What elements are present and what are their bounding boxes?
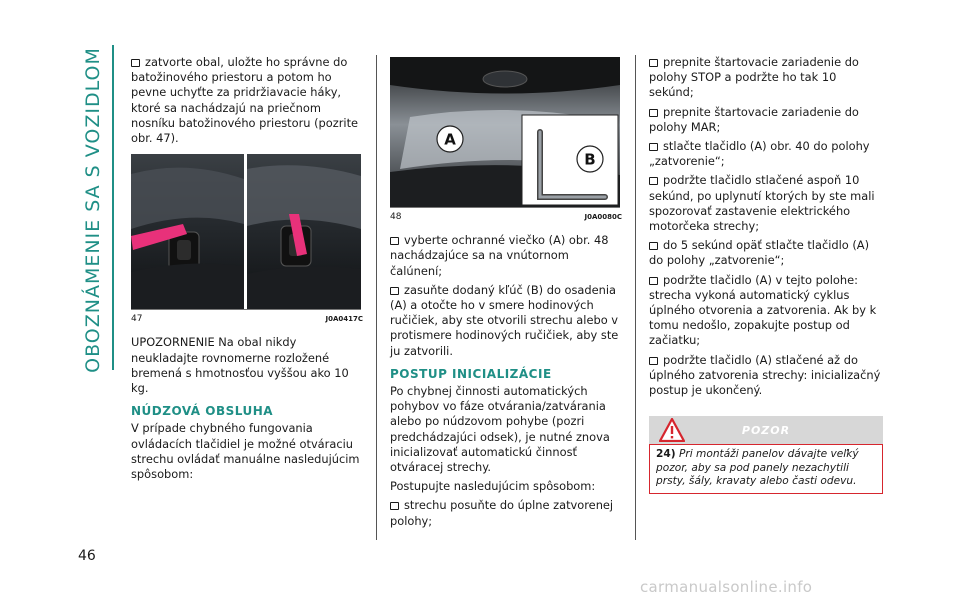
warning-header (649, 416, 883, 444)
checkbox-bullet-icon (649, 357, 658, 365)
warning-number: 24) (656, 448, 676, 461)
figure-caption (390, 210, 622, 225)
bullet-item: zatvorte obal, uložte ho správne do batožinového priestoru a potom ho pevne uchyťte za pridržiavacie háky, ktoré sa nachádzajú na priečnom nosníku batožinového priestoru (pozrite obr. 47). (131, 55, 359, 146)
figure-code: J0A0080C (584, 213, 622, 221)
section-title-text: OBOZNÁMENIE SA S VOZIDLOM (82, 47, 104, 373)
section-title-bar (112, 45, 114, 370)
column-divider (376, 55, 377, 540)
paragraph: Postupujte nasledujúcim spôsobom: (390, 479, 596, 494)
checkbox-bullet-icon (649, 242, 658, 250)
checkbox-bullet-icon (390, 237, 399, 245)
checkbox-bullet-icon (649, 177, 658, 185)
note-paragraph: UPOZORNENIE Na obal nikdy neukladajte rovnomerne rozložené bremená s hmotnosťou vyššou ako 10 kg. (131, 335, 349, 396)
figure-code: J0A0417C (325, 315, 363, 324)
bullet-item: vyberte ochranné viečko (A) obr. 48 nachádzajúce sa na vnútornom čalúnení; (390, 233, 609, 278)
callout-a: A (444, 130, 456, 149)
warning-box (649, 444, 883, 494)
bullet-item: podržte tlačidlo (A) stlačené až do úplného zatvorenia strechy: inicializačný postup je ukončený. (649, 352, 881, 398)
bullet-item: prepnite štartovacie zariadenie do polohy MAR; (649, 104, 859, 134)
bullet-item: stlačte tlačidlo (A) obr. 40 do polohy „zatvorenie“; (649, 139, 870, 169)
watermark: carmanualsonline.info (640, 578, 813, 596)
figure-48 (390, 57, 620, 208)
bullet-list (649, 55, 883, 398)
checkbox-bullet-icon (390, 502, 399, 510)
checkbox-bullet-icon (649, 59, 658, 67)
paragraph: V prípade chybného fungovania ovládacích tlačidiel je možné otváraciu strechu ovládať manuálne nasledujúcim spôsobom: (131, 421, 360, 482)
figure-caption (131, 312, 363, 327)
checkbox-bullet-icon (649, 277, 658, 285)
callout-b: B (584, 150, 596, 169)
checkbox-bullet-icon (649, 143, 658, 151)
bullet-item: do 5 sekúnd opäť stlačte tlačidlo (A) do polohy „zatvorenie“; (649, 238, 870, 268)
bullet-item: strechu posuňte do úplne zatvorenej polohy; (390, 498, 614, 528)
roof-lining-photo (390, 57, 620, 207)
figure-number: 47 (131, 314, 143, 325)
checkbox-bullet-icon (390, 287, 399, 295)
section-title (70, 47, 116, 373)
warning-text: Pri montáži panelov dávajte veľký pozor, aby sa pod panely nezachytili prsty, šály, kravaty alebo časti odevu. (656, 448, 859, 488)
bullet-item: podržte tlačidlo stlačené aspoň 10 sekúnd, po uplynutí ktorých by ste mali spozorovať zastavenie elektrického motorčeka strechy; (649, 173, 875, 234)
paragraph: Po chybnej činnosti automatických pohybov vo fáze otvárania/zatvárania alebo po núdzovom pohybe (pozri predchádzajúci odsek), je nutné znova inicializovať automatickú činnosť otváracej strechy. (390, 384, 610, 475)
checkbox-bullet-icon (131, 59, 140, 67)
column-2 (390, 55, 622, 533)
figure-47 (131, 154, 361, 310)
page-number: 46 (78, 548, 96, 564)
figure-number: 48 (390, 212, 402, 222)
column-3 (649, 55, 883, 494)
bullet-item: zasuňte dodaný kľúč (B) do osadenia (A) a otočte ho v smere hodinových ručičiek, aby ste otvorili strechu alebo v protismere hodinových ručičiek, aby ste ju zatvorili. (390, 282, 619, 358)
column-1 (131, 55, 363, 486)
column-divider (635, 55, 636, 540)
heading-initialization: POSTUP INICIALIZÁCIE (390, 366, 552, 381)
bullet-item: podržte tlačidlo (A) v tejto polohe: strecha vykoná automatický cyklus úplného otvorenia a zatvorenia. Ak by k tomu nedošlo, zopakujte postup od začiatku; (649, 272, 877, 348)
warning-title: POZOR (741, 424, 791, 438)
bullet-item: prepnite štartovacie zariadenie do polohy STOP a podržte ho tak 10 sekúnd; (649, 55, 859, 100)
checkbox-bullet-icon (649, 109, 658, 117)
heading-emergency: NÚDZOVÁ OBSLUHA (131, 404, 274, 419)
trunk-cover-photo (131, 154, 361, 309)
